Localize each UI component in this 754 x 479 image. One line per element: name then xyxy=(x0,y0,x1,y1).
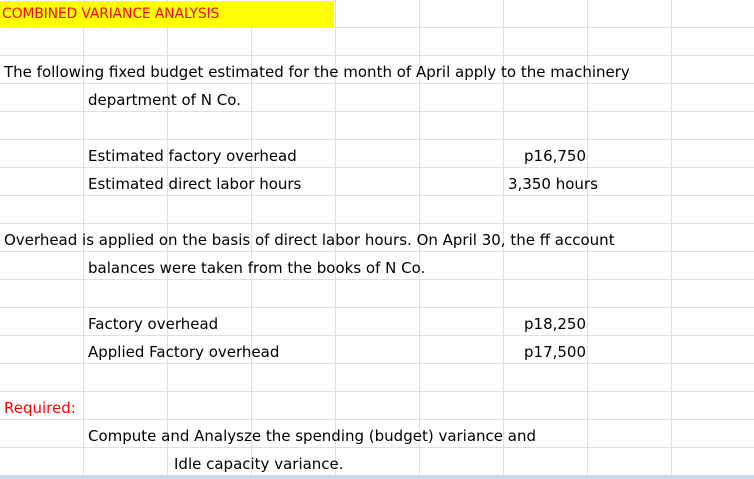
required-label[interactable]: Required: xyxy=(4,399,76,417)
factory-overhead-label[interactable]: Factory overhead xyxy=(88,315,219,333)
required-line-1[interactable]: Compute and Analysze the spending (budget) variance and xyxy=(88,427,537,445)
overhead-line-2[interactable]: balances were taken from the books of N Co. xyxy=(88,259,426,277)
applied-overhead-label[interactable]: Applied Factory overhead xyxy=(88,343,280,361)
estimated-overhead-label[interactable]: Estimated factory overhead xyxy=(88,147,297,165)
required-line-2[interactable]: Idle capacity variance. xyxy=(174,455,344,473)
estimated-labor-hours-value[interactable]: 3,350 hours xyxy=(508,175,598,193)
intro-line-2[interactable]: department of N Co. xyxy=(88,91,241,109)
estimated-overhead-value[interactable]: p16,750 xyxy=(524,147,587,165)
sheet-title[interactable]: COMBINED VARIANCE ANALYSIS xyxy=(0,1,334,28)
intro-line-1[interactable]: The following fixed budget estimated for the month of April apply to the machinery xyxy=(4,63,630,81)
bottom-scroll-band xyxy=(0,475,754,479)
factory-overhead-value[interactable]: p18,250 xyxy=(524,315,587,333)
estimated-labor-hours-label[interactable]: Estimated direct labor hours xyxy=(88,175,302,193)
overhead-line-1[interactable]: Overhead is applied on the basis of direct labor hours. On April 30, the ff account xyxy=(4,231,615,249)
applied-overhead-value[interactable]: p17,500 xyxy=(524,343,587,361)
